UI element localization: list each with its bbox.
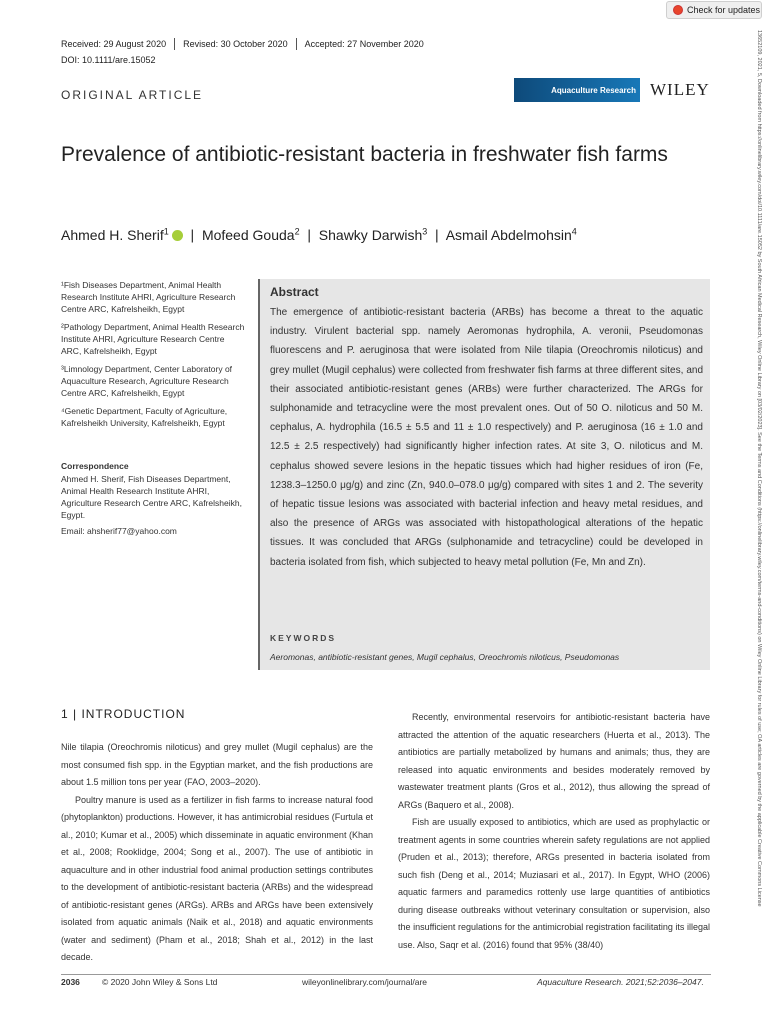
journal-logo [514, 78, 640, 102]
author-2-name: Mofeed Gouda [201, 226, 295, 243]
section-heading: 1 | INTRODUCTION [61, 707, 186, 721]
correspondence-text: Ahmed H. Sherif, Fish Diseases Department, Animal Health Research Institute AHRI, Agriculture Research Centre ARC, Kafrelsheikh, Egypt. [61, 474, 242, 520]
author-2-sup: 2 [294, 226, 300, 236]
check-for-updates-button[interactable] [666, 1, 762, 19]
accepted-date: Accepted: 27 November 2020 [304, 39, 424, 49]
abstract-text: The emergence of antibiotic-resistant bacteria (ARBs) has become a threat to the aquatic industry. Virulent bacterial spp. namely Aeromonas hydrophila, A. veronii, Pseudomonas fluorescens and P. aeruginosa that were isolated from Nile tilapia (Oreochromis niloticus) and grey mullet (Mugil cephalus) were collected from freshwater fish farms at three different sites, and their associated antibiotic-resistant genes (ARBs) were further characterized. The ARGs for sulphonamide and tetracycline were the most prevalent ones. Out of 50 O. niloticus and 50 M. cephalus, A. hydrophila (16.5 ± 5.5 and 11 ± 1.0 respectively) and P. aeruginosa (16 ± 1.0 and 12.5 ± 2.5 respectively) had significantly higher infection rates. At site 3, O. niloticus and M. cephalus showed severe lesions in the hepatic tissues which had higher residues of iron (Fe, 1238.3–1250.0 μg/g) and zinc (Zn, 940.0–078.0 μg/g) compared with sites 1 and 2. The severity of hepatic tissue lesions was associated with bacterial infection and heavy metal residues, and also the presence of ARGs was associated with histopathological alterations of the hepatic tissues. It was concluded that ARGs (sulphonamide and tetracycline) could be developed in bacteria isolated from fish, which subjected to heavy metal pollution (Fe, Mn and Zn). [270, 307, 703, 568]
revised-date: Revised: 30 October 2020 [175, 38, 297, 50]
paragraph: Poultry manure is used as a fertilizer in fish farms to increase natural food (phytoplankton) productions. However, it has antimicrobial residues (Furtula et al., 2010; Kumar et al., 2005) which disseminate in aquatic environment (Khan et al., 2008; Rooklidge, 2004; Song et al., 2007). The use of antibiotic in aquaculture and in other industrial food animal production settings contributes to the development of antibiotic-resistant bacteria (ARBs) and the widespread of antibiotic-resistant genes (ARGs). ARBs and ARGs have been extensively isolated from aquatic animals (Naik et al., 2018) and aquatic environments (water and sediment) (Pham et al., 2018; Shah et al., 2012) in the last decade. [61, 794, 373, 962]
doi[interactable]: DOI: 10.1111/are.15052 [61, 55, 156, 65]
journal-url[interactable]: wileyonlinelibrary.com/journal/are [302, 977, 428, 987]
article-type: ORIGINAL ARTICLE [61, 88, 204, 102]
author-4-name: Asmail Abdelmohsin [445, 226, 572, 243]
author-1-name: Ahmed H. Sherif [61, 226, 164, 243]
download-sidebar-text: 13652109, 2021, 5, Downloaded from https://onlinelibrary.wiley.com/doi/10.1111/are.15052 by South African Medical Research, Wiley Online Library on [03/02/2023]. See the Terms and Conditions (https://onlinelibrary.wiley.com/terms-and-conditions) on Wiley Online Library for rules of use; OA articles are governed by the applicable Creative Commons License [756, 30, 762, 907]
paragraph: Recently, environmental reservoirs for antibiotic-resistant bacteria have attracted the attention of the aquatic researchers (Huerta et al., 2013). The antibiotics are partially metabolized by humans and animals; thus, they are released into aquatic environments and besides moderately removed by wastewater treatment plants (Gros et al., 2012), thus allowing the spread of ARGs (Baquero et al., 2008). [398, 712, 710, 810]
author-1[interactable] [61, 227, 169, 243]
author-1-sup: 1 [163, 226, 169, 236]
column-left [61, 739, 373, 967]
affiliation-2: ²Pathology Department, Animal Health Research Institute AHRI, Agriculture Research Centre ARC, Kafrelsheikh, Egypt [61, 322, 245, 356]
affiliation-1: ¹Fish Diseases Department, Animal Health Research Institute AHRI, Agriculture Research Centre ARC, Kafrelsheikh, Egypt [61, 280, 236, 314]
keywords-heading: KEYWORDS [270, 633, 337, 643]
update-icon [673, 5, 683, 15]
citation: Aquaculture Research. 2021;52:2036–2047. [537, 977, 704, 987]
received-date: Received: 29 August 2020 [61, 38, 175, 50]
article-title: Prevalence of antibiotic-resistant bacteria in freshwater fish farms [61, 143, 668, 166]
orcid-icon[interactable] [172, 230, 183, 241]
author-3-sup: 3 [422, 226, 428, 236]
author-3-name: Shawky Darwish [318, 226, 423, 243]
paragraph: Fish are usually exposed to antibiotics, which are used as prophylactic or treatment agents in some countries wherein safety regulations are not applied (Pruden et al., 2013); therefore, ARGs presented in bacteria isolated from such fish (Deng et al., 2014; Muziasari et al., 2017). In Egypt, WHO (2006) aquatic farmers and paramedics rottenly use large quantities of antibiotics during disease outbreaks without veterinary consultation or supervision, also the insufficient regulations for the antimicrobial registration facilitating its illegal use. Also, Saqr et al. (2016) found that 95% (38/40) [398, 817, 710, 950]
publisher-logo: WILEY [650, 80, 710, 99]
correspondence-email[interactable]: Email: ahsherif77@yahoo.com [61, 526, 177, 536]
page-number: 2036 [61, 977, 80, 987]
keywords: Aeromonas, antibiotic-resistant genes, Mugil cephalus, Oreochromis niloticus, Pseudomonas [270, 652, 620, 662]
affiliation-3: ³Limnology Department, Center Laboratory of Aquaculture Research, Agriculture Research Centre ARC, Kafrelsheikh, Egypt [61, 364, 233, 398]
author-4[interactable] [446, 227, 577, 243]
footer-rule [61, 974, 711, 975]
download-sidebar [750, 30, 762, 1000]
copyright: © 2020 John Wiley & Sons Ltd [102, 977, 218, 987]
author-4-sup: 4 [571, 226, 577, 236]
author-2[interactable] [202, 227, 300, 243]
author-list: Ahmed H. Sherif$^1$ | Mofeed Gouda$^2$ | Shawky Darwish$^3$ | Asmail Abdelmohsin$^4$ [61, 226, 577, 243]
article-dates [61, 38, 432, 50]
paragraph: Nile tilapia (Oreochromis niloticus) and grey mullet (Mugil cephalus) are the most consumed fish spp. in the Egyptian market, and the fish productions are about 1.5 million tons per year (FAO, 2003–2020). [61, 742, 373, 787]
check-for-updates-label: Check for updates [687, 5, 761, 15]
author-3[interactable] [319, 227, 428, 243]
column-right [398, 709, 710, 954]
affiliation-4: ⁴Genetic Department, Faculty of Agriculture, Kafrelsheikh University, Kafrelsheikh, Egypt [61, 406, 228, 428]
correspondence-label: Correspondence [61, 461, 129, 471]
journal-logo-text: Aquaculture Research [551, 85, 636, 95]
abstract-heading: Abstract [270, 285, 319, 299]
